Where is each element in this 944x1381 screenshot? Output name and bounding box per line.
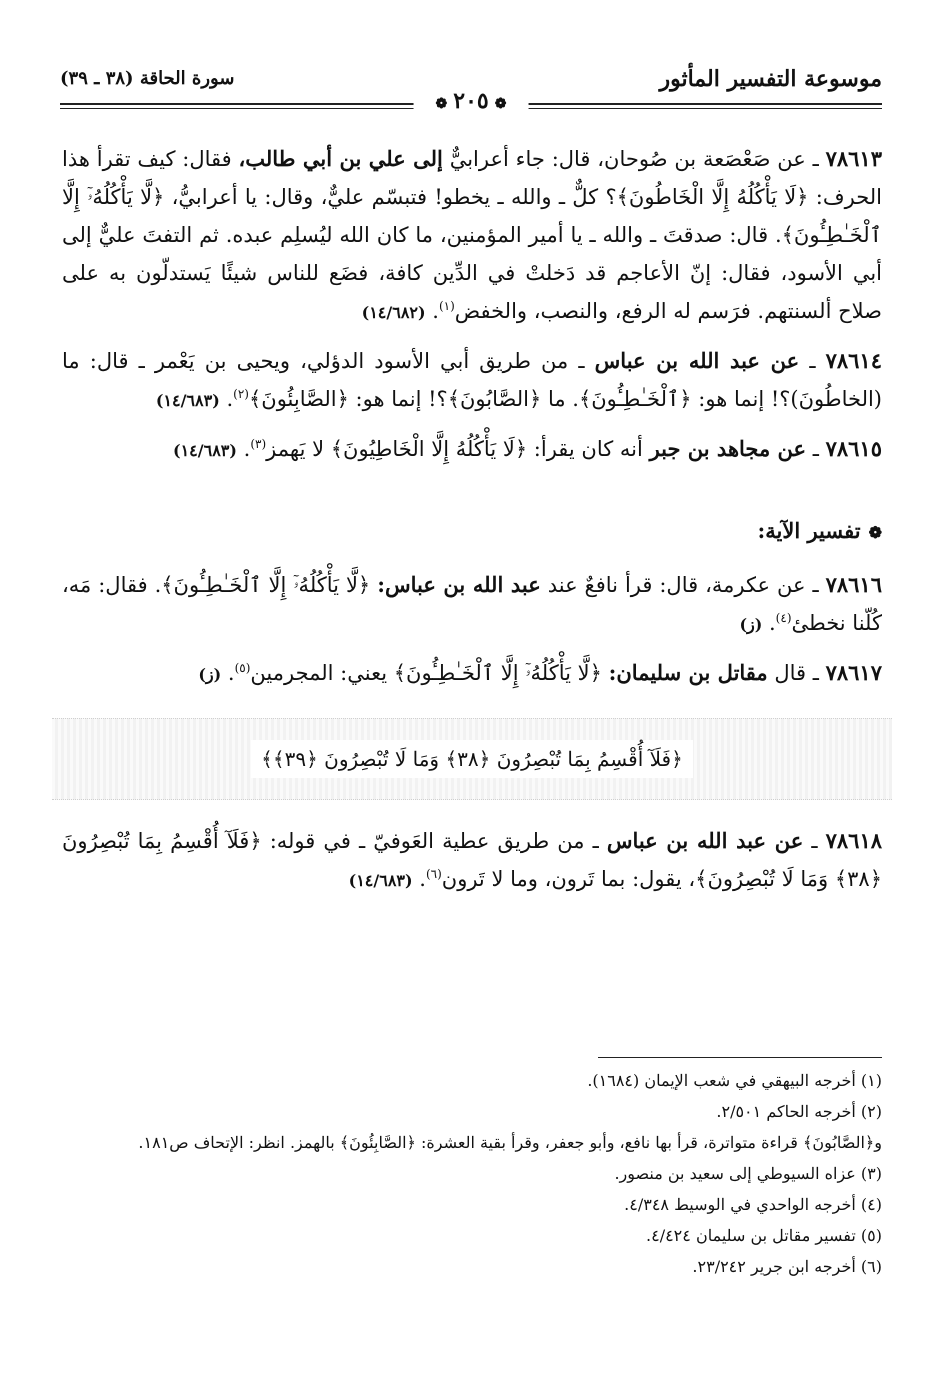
entry-text: ـ من طريق أبي الأسود الدؤلي، ويحيى بن يَعْمر ـ قال: ما (الخاطُونَ)؟! إنما هو: ﴿ٱلْخَـٰطِـُٔونَ﴾. ما ﴿الصَّابُونَ﴾؟! إنما هو: ﴿الصَّابِئُونَ﴾ xyxy=(62,349,882,411)
narrator-name: عن عبد الله بن عباس xyxy=(594,348,800,373)
entry-text: ﴿لَّا يَأْكُلُهُۥٓ إِلَّا ٱلْخَـٰطِـُٔونَ﴾. فقال: مَه، كُلّنا نخطئ xyxy=(62,573,882,635)
narrator-name: عن مجاهد بن جبر xyxy=(649,436,807,461)
hadith-entry: ٧٨٦١٨ ـ عن عبد الله بن عباس ـ من طريق عطية العَوفيّ ـ في قوله: ﴿فَلَآ أُقْسِمُ بِمَا تُبْصِرُونَ ﴿٣٨﴾ وَمَا لَا تُبْصِرُونَ﴾، يقول: بما تَرون، وما لا تَرون$^{(٦)}$. (١٤/٦٨٣) xyxy=(62,828,883,891)
flower-icon: ❁ xyxy=(868,523,882,542)
footnote: (٤) أخرجه الواحدي في الوسيط ٤/٣٤٨. xyxy=(624,1195,882,1214)
entry-intro: ـ xyxy=(812,437,819,461)
page-number: ٢٠٥ xyxy=(453,88,489,114)
entry-text: ﴿لَّا يَأْكُلُهُۥٓ إِلَّا ٱلْخَـٰطِـُٔونَ﴾ يعني: المجرمين xyxy=(250,661,602,685)
footnote: (٣) عزاه السيوطي إلى سعيد بن منصور. xyxy=(614,1164,882,1183)
footnotes xyxy=(62,1066,882,1283)
footnote-marker: (٤) xyxy=(775,611,792,625)
section-title: تفسير الآية: xyxy=(757,518,861,543)
entry-text: فقال: كيف تقرأ هذا الحرف: ﴿لَا يَأْكُلُهُ إِلَّا الْخَاطُونَ﴾؟ كلٌّ ـ والله ـ يخطو! فتبسّم عليٌّ، وقال: يا أعرابيُّ، ﴿لَّا يَأْكُلُهُۥٓ إِلَّا ٱلْخَـٰطِـُٔونَ﴾. قال: صدقتَ ـ والله ـ يا أمير المؤمنين، ما كان الله ليُسلِم عبده. ثم التفتَ عليٌّ إلى أبي الأسود، فقال: إنّ الأعاجم قد دَخلتْ في الدِّين كافة، فضَع للناس شيئًا يَستدلّون به على صلاح ألسنتهم. فرَسم له الرفع، والنصب، والخفض xyxy=(62,147,882,323)
page-body xyxy=(62,140,882,910)
verse-banner xyxy=(52,718,892,800)
volume-reference: (١٤/٦٨٢) xyxy=(361,303,426,322)
footnote-marker: (٢) xyxy=(233,387,249,401)
surah-reference: سورة الحاقة (٣٨ ـ ٣٩) xyxy=(60,68,235,89)
entry-intro: ـ عن صَعْصَعة بن صُوحان، قال: جاء أعرابيٌّ xyxy=(449,147,819,171)
entry-intro: ـ عن عكرمة، قال: قرأ نافعٌ عند xyxy=(547,573,819,597)
volume-reference: (١٤/٦٨٣) xyxy=(155,391,220,410)
entry-intro: ـ قال xyxy=(774,661,819,685)
volume-reference: (ز) xyxy=(198,665,222,684)
entry-text: ـ من طريق عطية العَوفيّ ـ في قوله: ﴿فَلَآ أُقْسِمُ بِمَا تُبْصِرُونَ ﴿٣٨﴾ وَمَا لَا تُبْصِرُونَ﴾، يقول: بما تَرون، وما لا تَرون xyxy=(62,829,882,891)
narrator-name: عن عبد الله بن عباس xyxy=(606,828,804,853)
entry-intro: ـ xyxy=(809,349,816,373)
volume-reference: (ز) xyxy=(739,615,763,634)
footnote-marker: (٥) xyxy=(234,661,251,675)
entry-intro: ـ xyxy=(811,829,818,853)
footnote: (٦) أخرجه ابن جرير ٢٣/٢٤٢. xyxy=(692,1257,882,1276)
footnote-marker: (٣) xyxy=(250,437,267,451)
entry-number: ٧٨٦١٨ xyxy=(825,828,883,853)
hadith-entry: ٧٨٦١٥ ـ عن مجاهد بن جبر أنه كان يقرأ: ﴿لَا يَأْكُلُهُ إِلَّا الْخَاطِيُونَ﴾ لا يَهمز$^{(٣)}$. (١٤/٦٨٣) xyxy=(173,436,882,461)
entry-text: أنه كان يقرأ: ﴿لَا يَأْكُلُهُ إِلَّا الْخَاطِيُونَ﴾ لا يَهمز xyxy=(266,437,643,461)
entry-number: ٧٨٦١٦ xyxy=(825,572,882,597)
volume-reference: (١٤/٦٨٣) xyxy=(173,441,237,460)
narrator-name: إلى علي بن أبي طالب، xyxy=(238,146,443,171)
entry-number: ٧٨٦١٤ xyxy=(825,348,882,373)
footnote: و﴿الصَّابُونَ﴾ قراءة متواترة، قرأ بها نافع، وأبو جعفر، وقرأ بقية العشرة: ﴿الصَّابِئُونَ﴾ بالهمز. انظر: الإتحاف ص١٨١. xyxy=(138,1133,882,1152)
quran-verse: ﴿فَلَآ أُقْسِمُ بِمَا تُبْصِرُونَ ﴿٣٨﴾ وَمَا لَا تُبْصِرُونَ ﴿٣٩﴾﴾ xyxy=(251,740,693,778)
footnote-marker: (٦) xyxy=(425,867,442,881)
hadith-entry: ٧٨٦١٧ ـ قال مقاتل بن سليمان: ﴿لَّا يَأْكُلُهُۥٓ إِلَّا ٱلْخَـٰطِـُٔونَ﴾ يعني: المجرمين$^{(٥)}$. (ز) xyxy=(198,660,882,685)
hadith-entry: ٧٨٦١٣ ـ عن صَعْصَعة بن صُوحان، قال: جاء أعرابيٌّ إلى علي بن أبي طالب، فقال: كيف تقرأ هذا الحرف: ﴿لَا يَأْكُلُهُ إِلَّا الْخَاطُونَ﴾؟ كلٌّ ـ والله ـ يخطو! فتبسّم عليٌّ، وقال: يا أعرابيُّ، ﴿لَّا يَأْكُلُهُۥٓ إِلَّا ٱلْخَـٰطِـُٔونَ﴾. قال: صدقتَ ـ والله ـ يا أمير المؤمنين، ما كان الله ليُسلِم عبده. ثم التفتَ عليٌّ إلى أبي الأسود، فقال: إنّ الأعاجم قد دَخلتْ في الدِّين كافة، فضَع للناس شيئًا يَستدلّون به على صلاح ألسنتهم. فرَسم له الرفع، والنصب، والخفض$^{(١)}$. (١٤/٦٨٢) xyxy=(62,146,882,323)
page-number-box xyxy=(414,88,529,114)
narrator-name: مقاتل بن سليمان: xyxy=(608,660,768,685)
ornament-icon: ❁ xyxy=(435,96,448,112)
narrator-name: عبد الله بن عباس: xyxy=(377,572,541,597)
footnote: (١) أخرجه البيهقي في شعب الإيمان (١٦٨٤). xyxy=(587,1071,882,1090)
footnote-marker: (١) xyxy=(438,299,455,313)
entry-number: ٧٨٦١٧ xyxy=(825,660,882,685)
hadith-entry: ٧٨٦١٤ ـ عن عبد الله بن عباس ـ من طريق أبي الأسود الدؤلي، ويحيى بن يَعْمر ـ قال: ما (الخاطُونَ)؟! إنما هو: ﴿ٱلْخَـٰطِـُٔونَ﴾. ما ﴿الصَّابُونَ﴾؟! إنما هو: ﴿الصَّابِئُونَ﴾$^{(٢)}$. (١٤/٦٨٣) xyxy=(62,348,882,411)
volume-reference: (١٤/٦٨٣) xyxy=(348,871,413,890)
entry-number: ٧٨٦١٥ xyxy=(825,436,882,461)
hadith-entry: ٧٨٦١٦ ـ عن عكرمة، قال: قرأ نافعٌ عند عبد الله بن عباس: ﴿لَّا يَأْكُلُهُۥٓ إِلَّا ٱلْخَـٰطِـُٔونَ﴾. فقال: مَه، كُلّنا نخطئ$^{(٤)}$. (ز) xyxy=(62,572,882,635)
ornament-icon: ❁ xyxy=(494,96,507,112)
footnote-separator xyxy=(598,1057,882,1058)
book-title: موسوعة التفسير المأثور xyxy=(659,66,882,92)
footnote: (٥) تفسير مقاتل بن سليمان ٤/٤٢٤. xyxy=(646,1226,882,1245)
entry-number: ٧٨٦١٣ xyxy=(825,146,882,171)
section-heading xyxy=(62,512,882,552)
footnote: (٢) أخرجه الحاكم ٢/٥٠١. xyxy=(716,1102,882,1121)
page-header xyxy=(60,62,882,122)
